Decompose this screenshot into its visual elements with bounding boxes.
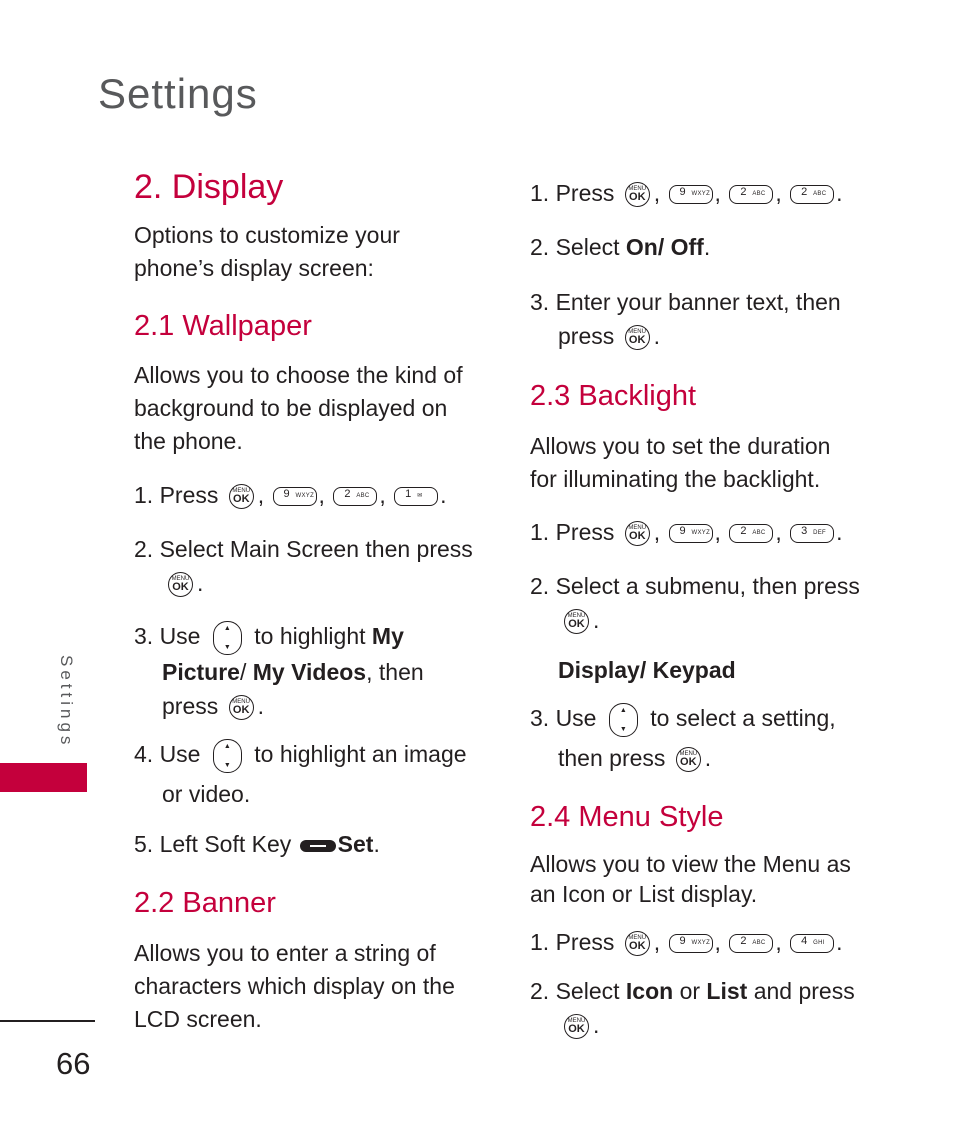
menu-ok-key-icon: MENU OK [625, 521, 650, 546]
left-soft-key-icon [300, 840, 336, 852]
key-9-icon: 9 WXYZ [669, 934, 713, 953]
menu-style-step-2: 2. Select Icon or List and press MENU OK . [530, 978, 855, 1038]
backlight-options: Display/ Keypad [558, 657, 736, 683]
key-1-icon: 1 ✉ [394, 487, 438, 506]
key-4-icon: 4 GHI [790, 934, 834, 953]
menu-style-step-1: 1. Press MENU OK , 9 WXYZ , 2 ABC , 4 GHI . [530, 929, 843, 955]
menu-style-heading: 2.4 Menu Style [530, 801, 724, 833]
banner-step-2: 2. Select On/ Off. [530, 234, 711, 260]
page-title: Settings [98, 70, 258, 117]
side-tab-marker [0, 763, 87, 792]
key-2-icon: 2 ABC [729, 524, 773, 543]
page-number: 66 [56, 1046, 91, 1081]
nav-key-icon: ▲ ▼ [213, 739, 242, 773]
section-intro: Options to customize your phone’s display screen: [134, 222, 400, 281]
menu-ok-key-icon: MENU OK [168, 572, 193, 597]
backlight-step-3: 3. Use ▲ ▼ to select a setting, then press MENU OK . [530, 701, 836, 775]
menu-ok-key-icon: MENU OK [625, 931, 650, 956]
wallpaper-step-4: 4. Use ▲ ▼ to highlight an image or video. [134, 737, 467, 811]
menu-ok-key-icon: MENU OK [564, 1014, 589, 1039]
key-9-icon: 9 WXYZ [669, 524, 713, 543]
nav-key-icon: ▲ ▼ [213, 621, 242, 655]
banner-step-1: 1. Press MENU OK , 9 WXYZ , 2 ABC , 2 ABC . [530, 180, 843, 206]
key-9-icon: 9 WXYZ [669, 185, 713, 204]
wallpaper-desc: Allows you to choose the kind of background to be displayed on the phone. [134, 362, 463, 454]
wallpaper-step-1: 1. Press MENU OK , 9 WXYZ , 2 ABC , 1 ✉ . [134, 482, 447, 508]
wallpaper-step-5: 5. Left Soft Key Set. [134, 831, 380, 857]
wallpaper-step-2: 2. Select Main Screen then press MENU OK . [134, 536, 473, 596]
menu-ok-key-icon: MENU OK [564, 609, 589, 634]
wallpaper-heading: 2.1 Wallpaper [134, 310, 312, 342]
banner-desc: Allows you to enter a string of characters which display on the LCD screen. [134, 940, 455, 1032]
side-section-label: Settings [57, 655, 76, 749]
section-title: 2. Display [134, 168, 284, 206]
key-3-icon: 3 DEF [790, 524, 834, 543]
menu-ok-key-icon: MENU OK [229, 695, 254, 720]
menu-ok-key-icon: MENU OK [625, 325, 650, 350]
menu-ok-key-icon: MENU OK [229, 484, 254, 509]
menu-ok-key-icon: MENU OK [676, 747, 701, 772]
menu-ok-key-icon: MENU OK [625, 182, 650, 207]
key-2-icon: 2 ABC [790, 185, 834, 204]
footer-rule [0, 1020, 95, 1022]
backlight-heading: 2.3 Backlight [530, 380, 697, 412]
nav-key-icon: ▲ ▼ [609, 703, 638, 737]
key-9-icon: 9 WXYZ [273, 487, 317, 506]
backlight-step-1: 1. Press MENU OK , 9 WXYZ , 2 ABC , 3 DEF . [530, 519, 843, 545]
banner-heading: 2.2 Banner [134, 887, 276, 919]
key-2-icon: 2 ABC [333, 487, 377, 506]
backlight-step-2: 2. Select a submenu, then press MENU OK . [530, 573, 860, 633]
menu-style-desc: Allows you to view the Menu as an Icon or List display. [530, 851, 851, 907]
backlight-desc: Allows you to set the duration for illuminating the backlight. [530, 433, 831, 492]
key-2-icon: 2 ABC [729, 185, 773, 204]
wallpaper-step-3: 3. Use ▲ ▼ to highlight My Picture/ My Videos, then press MENU OK . [134, 619, 494, 723]
key-2-icon: 2 ABC [729, 934, 773, 953]
banner-step-3: 3. Enter your banner text, then press MENU OK . [530, 289, 841, 349]
